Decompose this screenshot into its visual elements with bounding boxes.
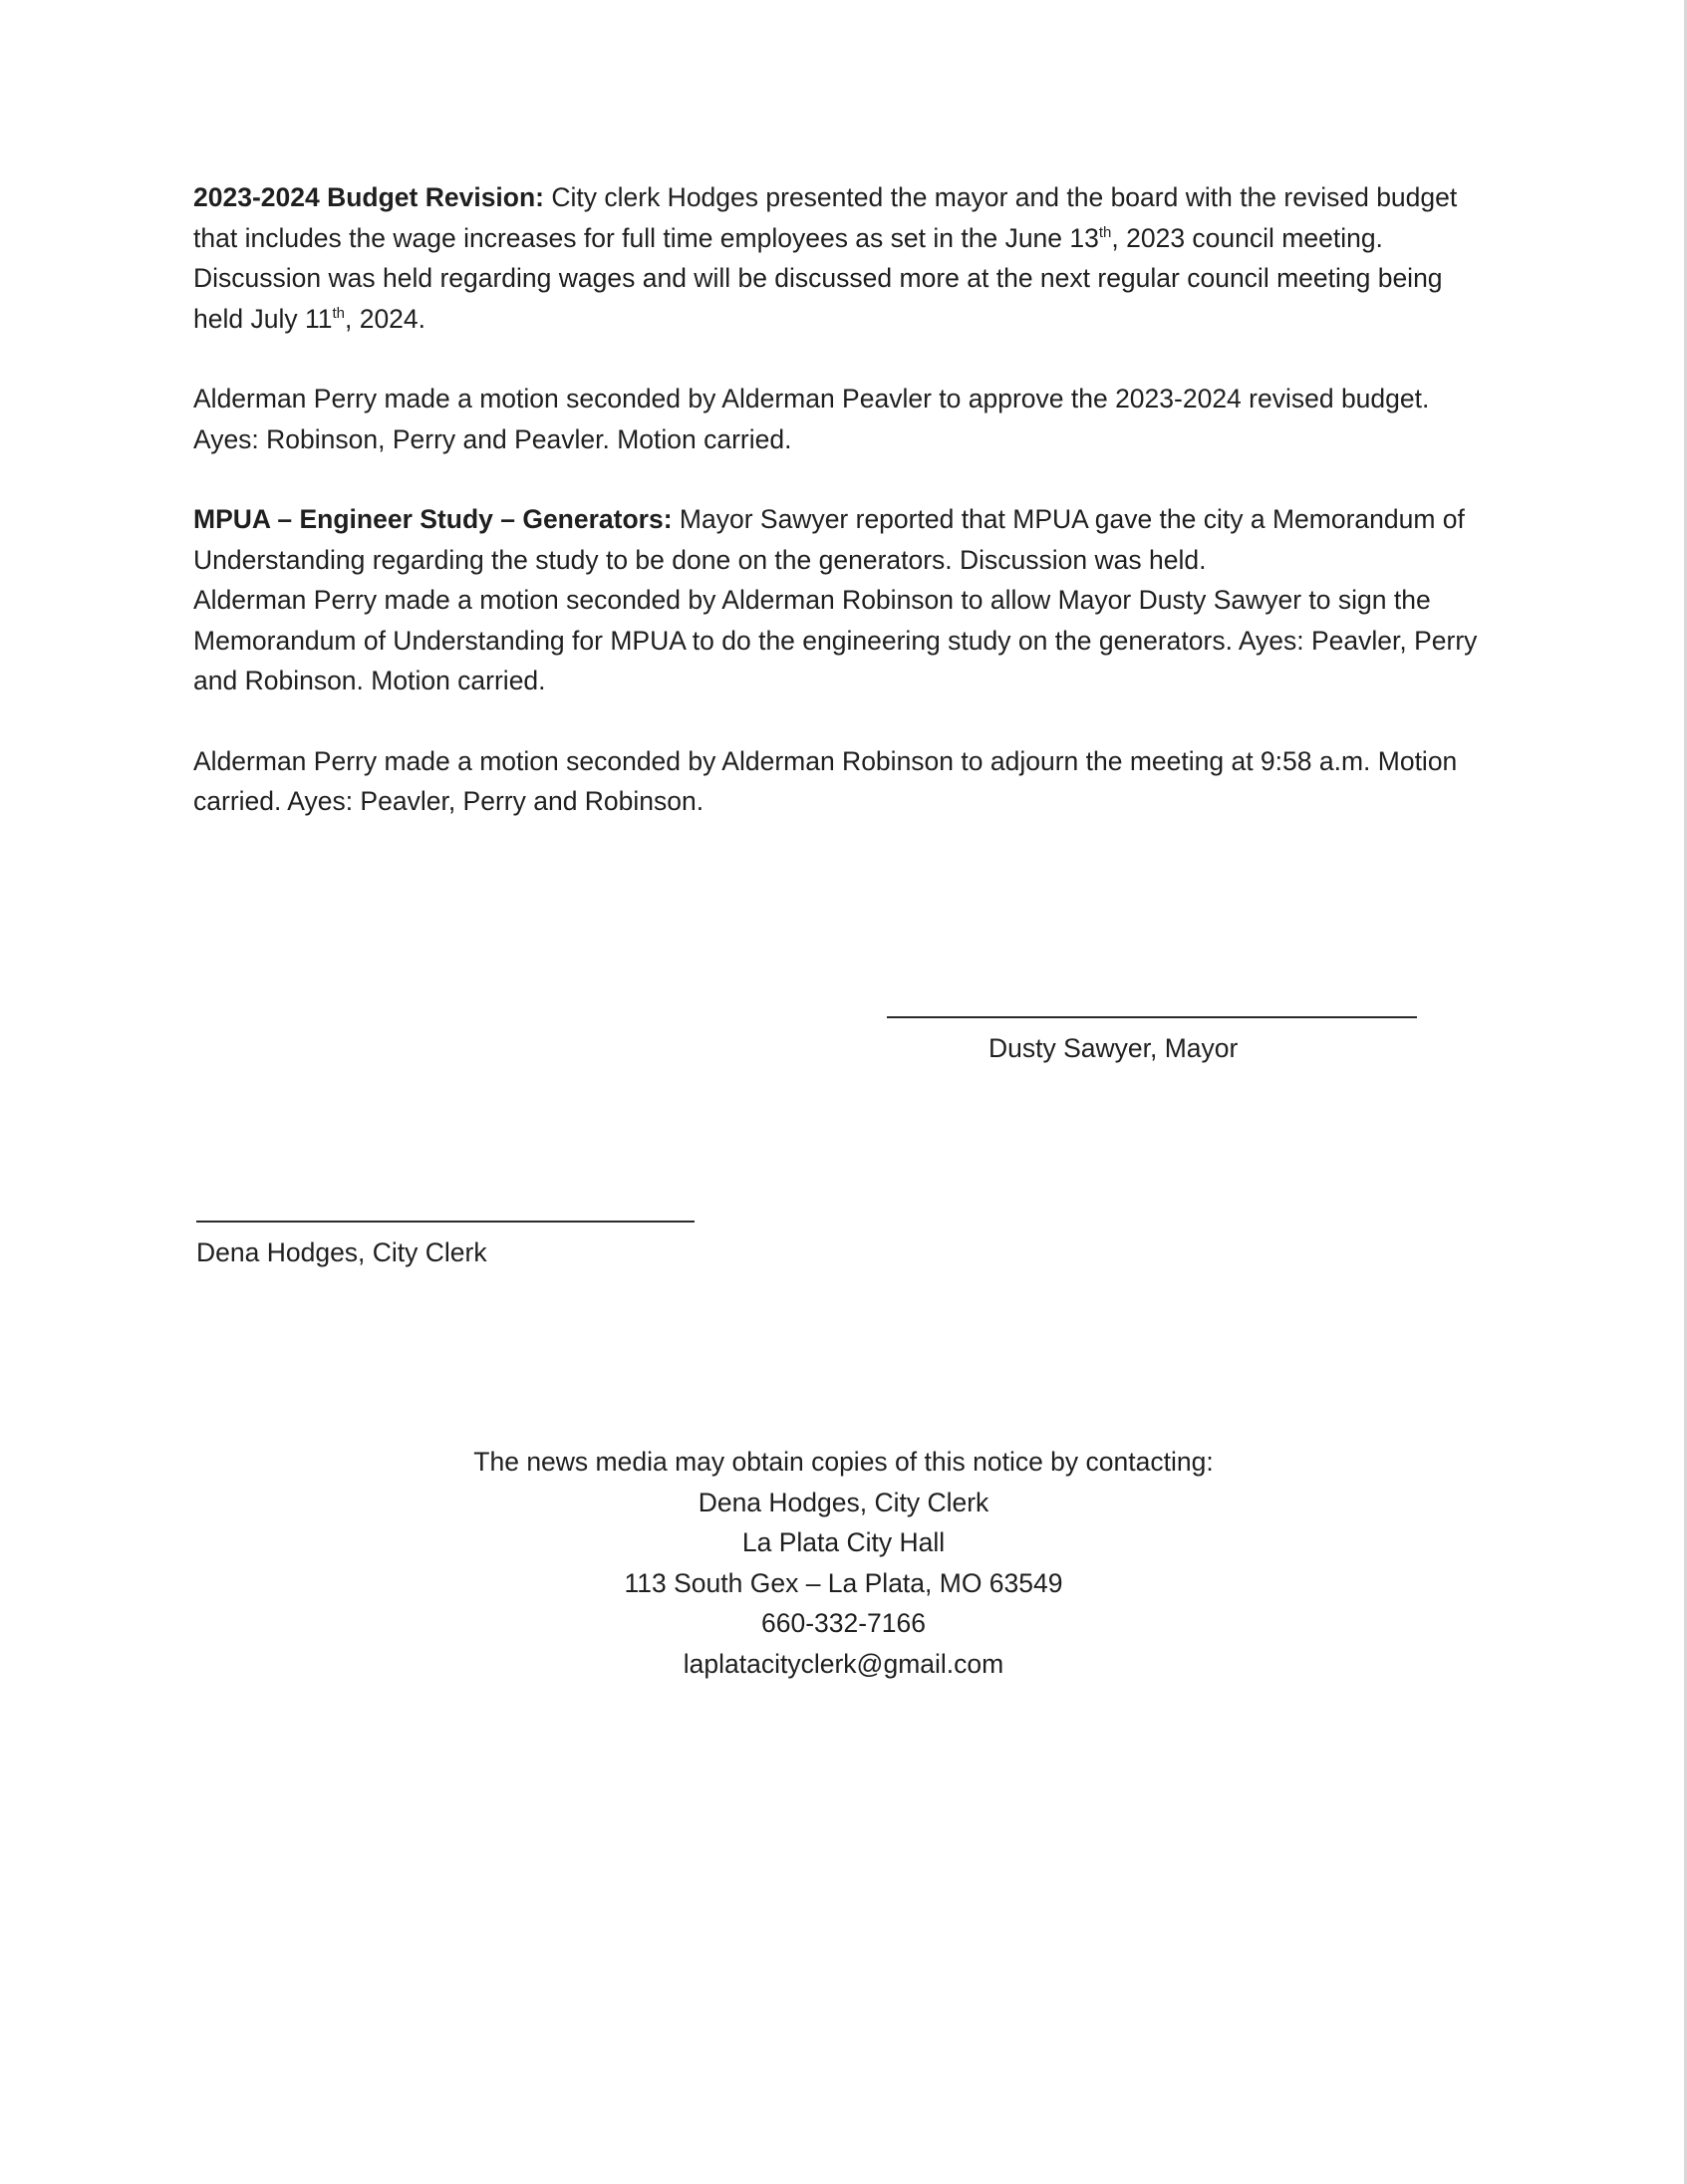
budget-revision-text-2: , 2023 council meeting. Discussion was held regarding wages and will be discussed more at the next regular council meeting being held July 11 — [193, 222, 1443, 334]
minutes-body — [193, 177, 1489, 862]
mayor-name: Dusty Sawyer, Mayor — [988, 1033, 1239, 1063]
ordinal-suffix: th — [1098, 223, 1112, 241]
ordinal-suffix: th — [332, 304, 345, 322]
mpua-text: Mayor Sawyer reported that MPUA gave the city a Memorandum of Understanding regarding the study to be done on the generators. Discussion was held. — [193, 504, 1465, 575]
contact-email: laplatacityclerk@gmail.com — [683, 1648, 1004, 1679]
budget-revision-text-1: City clerk Hodges presented the mayor and the board with the revised budget that includes the wage increases for full time employees as set in the June 13 — [193, 182, 1458, 253]
mayor-signature-block — [887, 1016, 1417, 1068]
media-contact-block — [299, 1442, 1388, 1684]
budget-revision-paragraph — [193, 177, 1489, 339]
clerk-signature-block — [196, 1221, 695, 1272]
mpua-heading: MPUA – Engineer Study – Generators: — [193, 504, 673, 534]
clerk-signature-line — [196, 1221, 695, 1223]
adjourn-paragraph: Alderman Perry made a motion seconded by Alderman Robinson to adjourn the meeting at 9:58 a.m. Motion carried. Ayes: Peavler, Perry and Robinson. — [193, 745, 1458, 816]
mpua-paragraph — [193, 499, 1489, 701]
contact-phone: 660-332-7166 — [760, 1608, 927, 1638]
mayor-signature-line — [887, 1016, 1417, 1018]
budget-revision-heading: 2023-2024 Budget Revision: — [193, 182, 544, 212]
clerk-name: Dena Hodges, City Clerk — [196, 1237, 487, 1267]
contact-office: La Plata City Hall — [741, 1527, 946, 1557]
mpua-motion: Alderman Perry made a motion seconded by Alderman Robinson to allow Mayor Dusty Sawyer to sign the Memorandum of Understanding for MPUA to do the engineering study on the generators. Ayes: Peavler, Perry and Robinson. Motion carried. — [193, 585, 1478, 695]
contact-address: 113 South Gex – La Plata, MO 63549 — [624, 1567, 1063, 1598]
contact-name: Dena Hodges, City Clerk — [698, 1487, 989, 1517]
contact-intro: The news media may obtain copies of this notice by contacting: — [473, 1447, 1214, 1477]
budget-motion-paragraph: Alderman Perry made a motion seconded by Alderman Peavler to approve the 2023-2024 revised budget. Ayes: Robinson, Perry and Peavler. Motion carried. — [193, 384, 1430, 454]
budget-revision-text-3: , 2024. — [344, 303, 426, 334]
